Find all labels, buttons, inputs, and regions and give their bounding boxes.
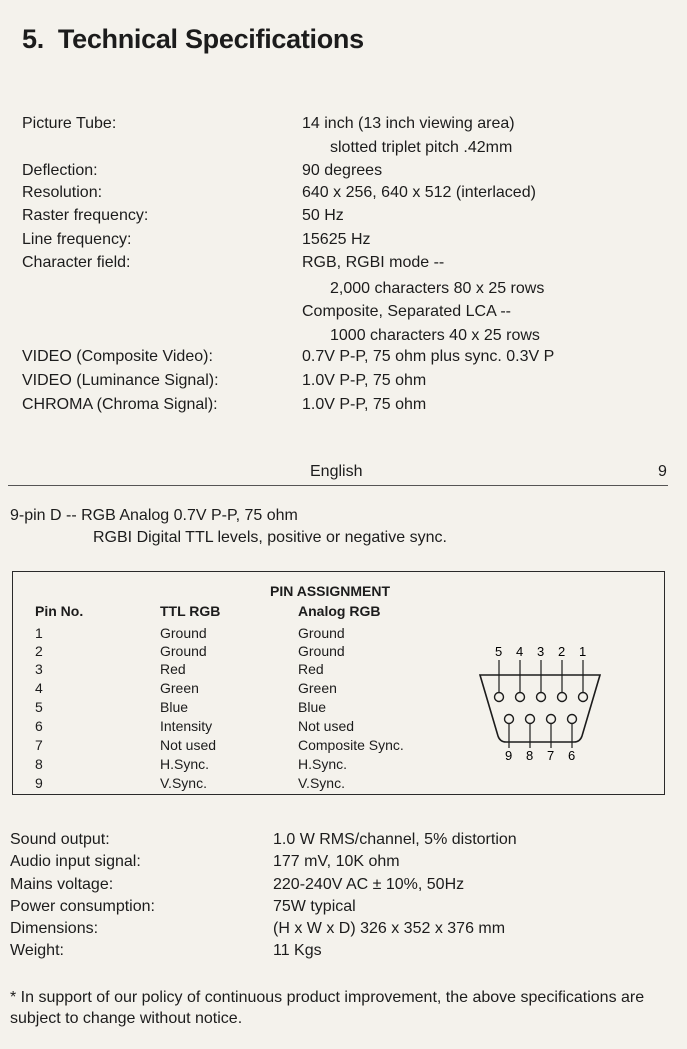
pin-label: 6 [568,748,576,760]
spec-value: 220-240V AC ± 10%, 50Hz [273,876,465,893]
pin-analog-rgb: Red [298,661,324,677]
pin-label: 2 [558,644,566,659]
spec-label: Character field: [22,254,131,271]
spec-label: Weight: [10,942,64,959]
spec-label: Sound output: [10,831,110,848]
top-pin-row [495,644,588,702]
spec-value: 15625 Hz [302,231,371,248]
connector-line-2: RGBI Digital TTL levels, positive or negative sync. [93,529,447,546]
spec-value: 11 Kgs [273,942,322,959]
pin-analog-rgb: Ground [298,643,345,659]
spec-value: RGB, RGBI mode -- [302,254,445,271]
footnote: * In support of our policy of continuous product improvement, the above specifications are subject to change without notice. [10,989,645,1027]
dsub-connector-diagram [470,640,610,760]
spec-label: Picture Tube: [22,115,117,132]
pin-ttl-rgb: Not used [160,737,217,753]
pin-ttl-rgb: Green [160,680,199,696]
pin-label: 5 [495,644,503,659]
spec-label: Raster frequency: [22,207,149,224]
spec-label: Dimensions: [10,920,99,937]
spec-value: slotted triplet pitch .42mm [330,139,513,156]
bleed-through-text [395,62,402,90]
pin-ttl-rgb: H.Sync. [160,756,210,772]
pin-dot [516,693,525,702]
pin-number: 5 [35,699,43,715]
spec-label: VIDEO (Composite Video): [22,348,213,365]
spec-label: Line frequency: [22,231,132,248]
pin-label: 1 [579,644,587,659]
spec-label: CHROMA (Chroma Signal): [22,396,218,413]
spec-label: VIDEO (Luminance Signal): [22,372,219,389]
pin-number: 3 [35,661,43,677]
pin-label: 4 [516,644,524,659]
pin-number: 1 [35,625,43,641]
spec-value: 1.0V P-P, 75 ohm [302,396,427,413]
pin-number: 4 [35,680,43,696]
pin-ttl-rgb: Blue [160,699,189,715]
spec-value: 75W typical [273,898,356,915]
pin-header-ttl-rgb: TTL RGB [160,603,221,619]
connector-line-1: 9-pin D -- RGB Analog 0.7V P-P, 75 ohm [10,507,298,524]
pin-ttl-rgb: Intensity [160,718,213,734]
pin-dot [547,715,556,724]
pin-number: 2 [35,643,43,659]
spec-value: 1.0V P-P, 75 ohm [302,372,427,389]
pin-analog-rgb: Composite Sync. [298,737,404,753]
pin-number: 8 [35,756,43,772]
pin-assignment-title: PIN ASSIGNMENT [270,583,391,599]
pin-header-pin-no: Pin No. [35,603,84,619]
pin-dot [495,693,504,702]
spec-value: 0.7V P-P, 75 ohm plus sync. 0.3V P [302,348,555,365]
pin-ttl-rgb: Ground [160,643,207,659]
section-title [22,24,364,55]
spec-value: 90 degrees [302,162,383,179]
pin-label: 7 [547,748,555,760]
pin-label: 8 [526,748,534,760]
pin-dot [537,693,546,702]
section-number: 5. [22,24,44,54]
pin-dot [526,715,535,724]
spec-value: 1.0 W RMS/channel, 5% distortion [273,831,517,848]
pin-number: 6 [35,718,43,734]
spec-label: Power consumption: [10,898,155,915]
section-heading: Technical Specifications [57,24,364,54]
pin-ttl-rgb: Red [160,661,186,677]
spec-value: (H x W x D) 326 x 352 x 376 mm [273,920,506,937]
bottom-pin-row [505,715,577,761]
pin-analog-rgb: H.Sync. [298,756,348,772]
pin-ttl-rgb: V.Sync. [160,775,207,791]
pin-analog-rgb: Green [298,680,337,696]
pin-number: 9 [35,775,43,791]
pin-analog-rgb: Ground [298,625,345,641]
page-number: 9 [658,463,667,480]
spec-label: Deflection: [22,162,98,179]
spec-label: Audio input signal: [10,853,141,870]
spec-value: 640 x 256, 640 x 512 (interlaced) [302,184,536,201]
pin-label: 9 [505,748,513,760]
spec-label: Mains voltage: [10,876,114,893]
spec-label: Resolution: [22,184,103,201]
pin-dot [558,693,567,702]
pin-dot [505,715,514,724]
pin-analog-rgb: V.Sync. [298,775,345,791]
spec-value: 1000 characters 40 x 25 rows [330,327,540,344]
pin-analog-rgb: Blue [298,699,327,715]
spec-value: 14 inch (13 inch viewing area) [302,115,515,132]
spec-value: Composite, Separated LCA -- [302,303,511,320]
pin-dot [568,715,577,724]
pin-label: 3 [537,644,545,659]
spec-value: 50 Hz [302,207,344,224]
pin-dot [579,693,588,702]
spec-value: 2,000 characters 80 x 25 rows [330,280,545,297]
pin-header-analog-rgb: Analog RGB [298,603,381,619]
pin-ttl-rgb: Ground [160,625,207,641]
connector-shell-outline [480,675,600,742]
footer-rule [8,485,668,486]
spec-value: 177 mV, 10K ohm [273,853,400,870]
pin-number: 7 [35,737,43,753]
footer-language: English [310,463,363,480]
pin-analog-rgb: Not used [298,718,355,734]
